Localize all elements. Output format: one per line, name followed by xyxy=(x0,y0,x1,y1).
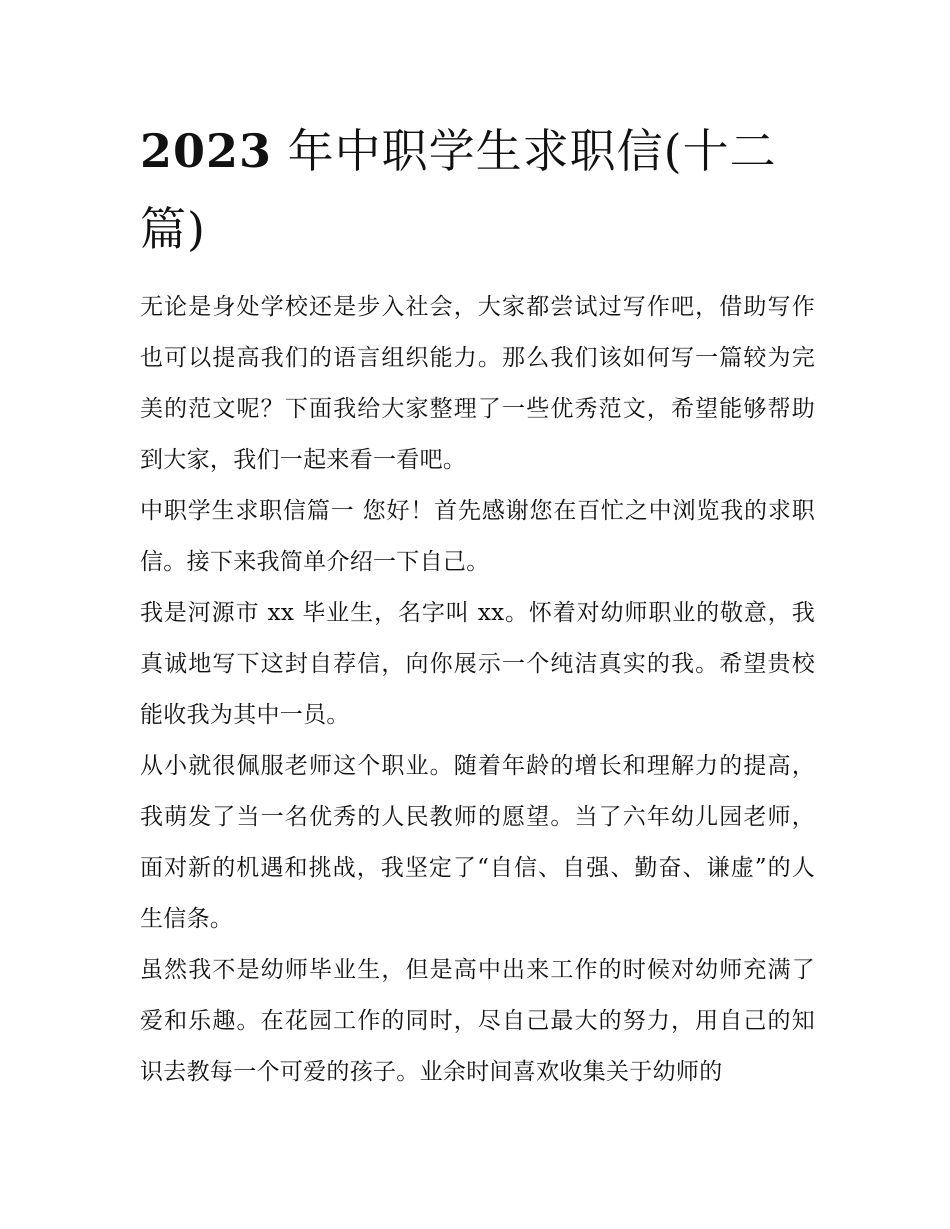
paragraph-self-intro: 我是河源市 xx 毕业生，名字叫 xx。怀着对幼师职业的敬意，我真诚地写下这封自荐信，向你展示一个纯洁真实的我。希望贵校能收我为其中一员。 xyxy=(140,600,815,728)
document-page xyxy=(140,112,815,1098)
paragraph-greeting: 中职学生求职信篇一 您好！首先感谢您在百忙之中浏览我的求职信。接下来我简单介绍一下自己。 xyxy=(140,498,815,575)
document-body xyxy=(140,282,815,1098)
title-year: 2023 xyxy=(140,124,273,178)
document-title xyxy=(140,112,815,268)
paragraph-intro: 无论是身处学校还是步入社会，大家都尝试过写作吧，借助写作也可以提高我们的语言组织能力。那么我们该如何写一篇较为完美的范文呢？下面我给大家整理了一些优秀范文，希望能够帮助到大家，我们一起来看一看吧。 xyxy=(140,294,815,473)
paragraph-experience: 虽然我不是幼师毕业生，但是高中出来工作的时候对幼师充满了爱和乐趣。在花园工作的同时，尽自己最大的努力，用自己的知识去教每一个可爱的孩子。业余时间喜欢收集关于幼师的 xyxy=(140,957,815,1085)
title-text: 年中职学生求职信(十二篇) xyxy=(140,124,777,256)
paragraph-aspiration: 从小就很佩服老师这个职业。随着年龄的增长和理解力的提高，我萌发了当一名优秀的人民教师的愿望。当了六年幼儿园老师，面对新的机遇和挑战，我坚定了“自信、自强、勤奋、谦虚”的人生信条。 xyxy=(140,753,815,932)
